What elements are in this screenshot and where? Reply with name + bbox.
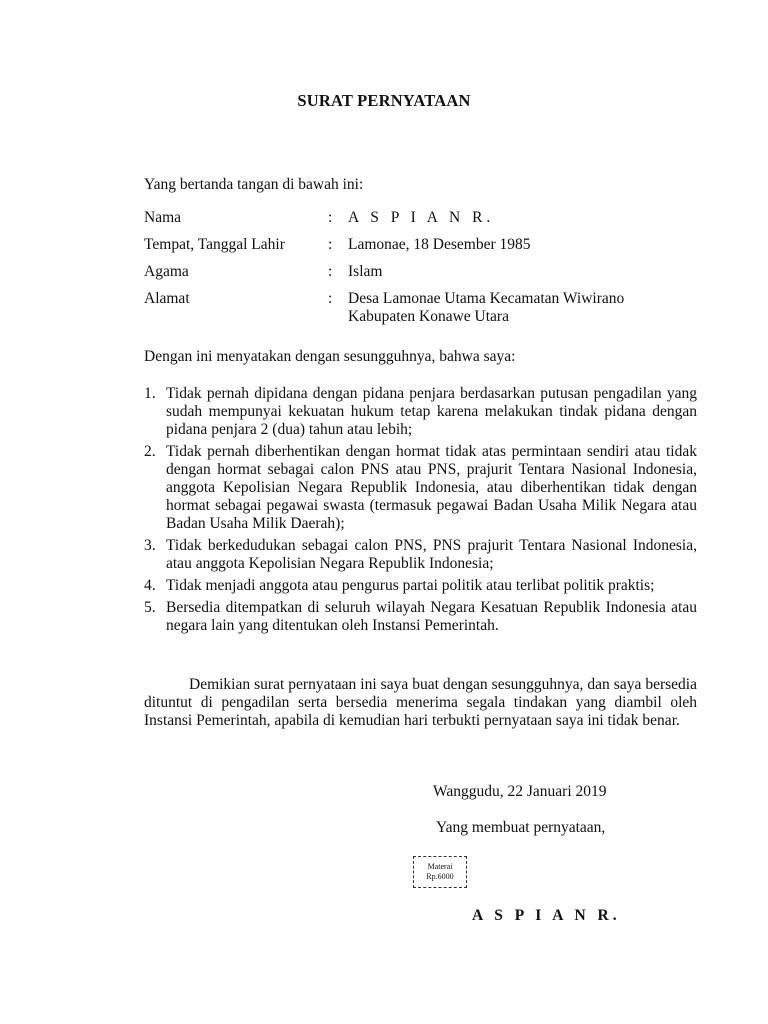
stamp-label: Materai: [427, 862, 453, 871]
identity-label: Agama: [144, 263, 189, 280]
identity-value: A S P I A N R.: [348, 209, 495, 226]
maker-label: Yang membuat pernyataan,: [436, 819, 606, 836]
intro-text: Yang bertanda tangan di bawah ini:: [144, 176, 364, 193]
closing-paragraph: Demikian surat pernyataan ini saya buat dengan sesungguhnya, dan saya bersedia dituntut di pengadilan serta bersedia menerima segala tindakan yang diambil oleh Instansi Pemerintah, apabila di kemudian hari terbukti pernyataan saya ini tidak benar.: [144, 676, 697, 729]
identity-row-birth: [144, 236, 684, 254]
identity-label: Nama: [144, 209, 182, 226]
identity-label: Alamat: [144, 290, 190, 307]
list-item-number: 4.: [144, 577, 156, 594]
identity-separator: :: [328, 209, 333, 226]
list-item: [144, 577, 697, 595]
list-item: [144, 385, 697, 439]
stamp-amount: Rp.6000: [426, 872, 454, 881]
identity-row-name: [144, 209, 684, 227]
identity-row-address: [144, 290, 684, 326]
list-item-text: Tidak pernah dipidana dengan pidana penjara berdasarkan putusan pengadilan yang sudah mempunyai kekuatan hukum tetap karena melakukan tindak pidana dengan pidana penjara 2 (dua) tahun atau lebih;: [166, 385, 697, 438]
list-item: [144, 443, 697, 533]
identity-value: Lamonae, 18 Desember 1985: [348, 236, 531, 253]
list-item: [144, 599, 697, 635]
list-item: [144, 537, 697, 573]
list-item-number: 1.: [144, 385, 156, 402]
signer-name: A S P I A N R.: [472, 907, 621, 924]
identity-table: [144, 209, 684, 335]
list-item-text: Tidak berkedudukan sebagai calon PNS, PNS prajurit Tentara Nasional Indonesia, atau anggota Kepolisian Negara Republik Indonesia;: [166, 537, 697, 572]
identity-value: Islam: [348, 263, 383, 280]
identity-row-religion: [144, 263, 684, 281]
list-item-text: Tidak menjadi anggota atau pengurus partai politik atau terlibat politik praktis;: [166, 577, 655, 594]
document-title: SURAT PERNYATAAN: [297, 91, 471, 110]
list-item-number: 2.: [144, 443, 156, 460]
identity-separator: :: [328, 263, 333, 280]
list-item-number: 5.: [144, 599, 156, 616]
list-item-text: Tidak pernah diberhentikan dengan hormat tidak atas permintaan sendiri atau tidak dengan hormat sebagai calon PNS atau PNS, prajurit Tentara Nasional Indonesia, anggota Kepolisian Negara Republik Indonesia, atau diberhentikan tidak dengan hormat sebagai pegawai swasta (termasuk pegawai Badan Usaha Milik Negara atau Badan Usaha Milik Daerah);: [166, 443, 697, 532]
identity-label: Tempat, Tanggal Lahir: [144, 236, 285, 253]
identity-separator: :: [328, 236, 333, 253]
identity-value: Desa Lamonae Utama Kecamatan Wiwirano Kabupaten Konawe Utara: [348, 290, 625, 325]
declaration-text: Dengan ini menyatakan dengan sesungguhnya, bahwa saya:: [144, 348, 516, 365]
statement-points-list: [144, 385, 697, 639]
list-item-text: Bersedia ditempatkan di seluruh wilayah Negara Kesatuan Republik Indonesia atau negara lain yang ditentukan oleh Instansi Pemerintah.: [166, 599, 697, 634]
place-date: Wanggudu, 22 Januari 2019: [433, 783, 607, 800]
duty-stamp: [413, 856, 467, 888]
identity-separator: :: [328, 290, 333, 307]
list-item-number: 3.: [144, 537, 156, 554]
